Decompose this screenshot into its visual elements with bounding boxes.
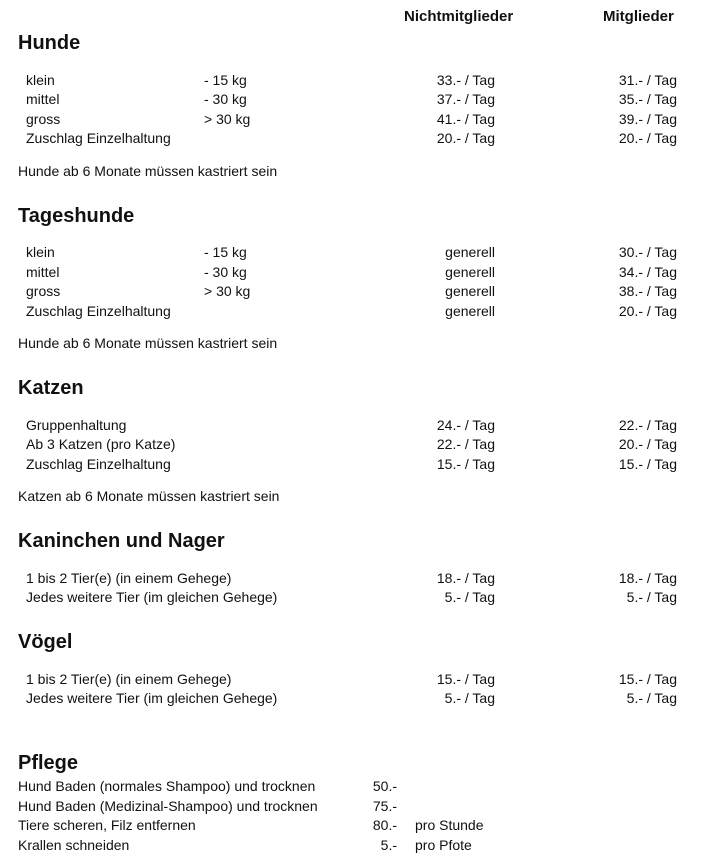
row-weight: - 15 kg (204, 244, 247, 260)
section-note-tageshunde: Hunde ab 6 Monate müssen kastriert sein (18, 335, 278, 351)
section-title-katzen: Katzen (18, 377, 84, 399)
row-label: Hund Baden (Medizinal-Shampoo) und trocknen (18, 798, 318, 814)
row-label: Zuschlag Einzelhaltung (26, 456, 171, 472)
row-label: Krallen schneiden (18, 837, 130, 853)
row-price-member: 35.- / Tag (618, 91, 677, 107)
row-label: mittel (26, 91, 60, 107)
row-price-member: 18.- / Tag (618, 570, 677, 586)
row-weight: - 30 kg (204, 264, 247, 280)
row-price-non-member: 15.- / Tag (436, 671, 495, 687)
row-label: 1 bis 2 Tier(e) (in einem Gehege) (26, 570, 232, 586)
row-price-non-member: 37.- / Tag (436, 91, 495, 107)
row-price: 80.- (372, 817, 397, 833)
row-label: klein (26, 244, 55, 260)
row-price-non-member: 24.- / Tag (436, 417, 495, 433)
row-price-non-member: 5.- / Tag (444, 589, 495, 605)
row-weight: > 30 kg (204, 283, 251, 299)
row-price-non-member: generell (445, 244, 495, 260)
row-price-non-member: 18.- / Tag (436, 570, 495, 586)
row-label: gross (26, 283, 61, 299)
row-price: 50.- (372, 778, 397, 794)
column-header-members: Mitglieder (603, 8, 674, 25)
row-price-member: 22.- / Tag (618, 417, 677, 433)
row-price-member: 30.- / Tag (618, 244, 677, 260)
row-price-member: 39.- / Tag (618, 111, 677, 127)
row-unit: pro Pfote (415, 837, 472, 853)
row-price-non-member: generell (445, 303, 495, 319)
row-price-member: 15.- / Tag (618, 456, 677, 472)
row-price-non-member: 41.- / Tag (436, 111, 495, 127)
row-label: Ab 3 Katzen (pro Katze) (26, 436, 176, 452)
row-label: Zuschlag Einzelhaltung (26, 130, 171, 146)
row-price-member: 31.- / Tag (618, 72, 677, 88)
row-label: klein (26, 72, 55, 88)
row-price-member: 20.- / Tag (618, 130, 677, 146)
row-label: Jedes weitere Tier (im gleichen Gehege) (26, 589, 278, 605)
section-title-hunde: Hunde (18, 32, 81, 54)
row-label: mittel (26, 264, 60, 280)
row-price-member: 34.- / Tag (618, 264, 677, 280)
row-price-non-member: 33.- / Tag (436, 72, 495, 88)
section-title-kaninchen: Kaninchen und Nager (18, 530, 225, 552)
row-label: Hund Baden (normales Shampoo) und trocknen (18, 778, 316, 794)
row-price-non-member: 22.- / Tag (436, 436, 495, 452)
row-price-non-member: generell (445, 283, 495, 299)
row-label: 1 bis 2 Tier(e) (in einem Gehege) (26, 671, 232, 687)
row-unit: pro Stunde (415, 817, 484, 833)
row-price-member: 20.- / Tag (618, 436, 677, 452)
row-price: 75.- (372, 798, 397, 814)
row-label: Jedes weitere Tier (im gleichen Gehege) (26, 690, 278, 706)
row-price-member: 20.- / Tag (618, 303, 677, 319)
row-weight: - 30 kg (204, 91, 247, 107)
section-title-voegel: Vögel (18, 631, 73, 653)
section-note-katzen: Katzen ab 6 Monate müssen kastriert sein (18, 488, 280, 504)
row-label: Gruppenhaltung (26, 417, 127, 433)
row-label: Tiere scheren, Filz entfernen (18, 817, 196, 833)
row-price-non-member: 5.- / Tag (444, 690, 495, 706)
section-title-tageshunde: Tageshunde (18, 205, 135, 227)
row-price-member: 5.- / Tag (626, 589, 677, 605)
section-note-hunde: Hunde ab 6 Monate müssen kastriert sein (18, 163, 278, 179)
row-label: gross (26, 111, 61, 127)
row-weight: > 30 kg (204, 111, 251, 127)
column-header-non-members: Nichtmitglieder (404, 8, 514, 25)
row-price: 5.- (380, 837, 397, 853)
row-price-non-member: 15.- / Tag (436, 456, 495, 472)
row-weight: - 15 kg (204, 72, 247, 88)
section-title-pflege: Pflege (18, 752, 79, 774)
row-price-non-member: 20.- / Tag (436, 130, 495, 146)
row-price-non-member: generell (445, 264, 495, 280)
row-price-member: 5.- / Tag (626, 690, 677, 706)
row-price-member: 15.- / Tag (618, 671, 677, 687)
row-label: Zuschlag Einzelhaltung (26, 303, 171, 319)
row-price-member: 38.- / Tag (618, 283, 677, 299)
